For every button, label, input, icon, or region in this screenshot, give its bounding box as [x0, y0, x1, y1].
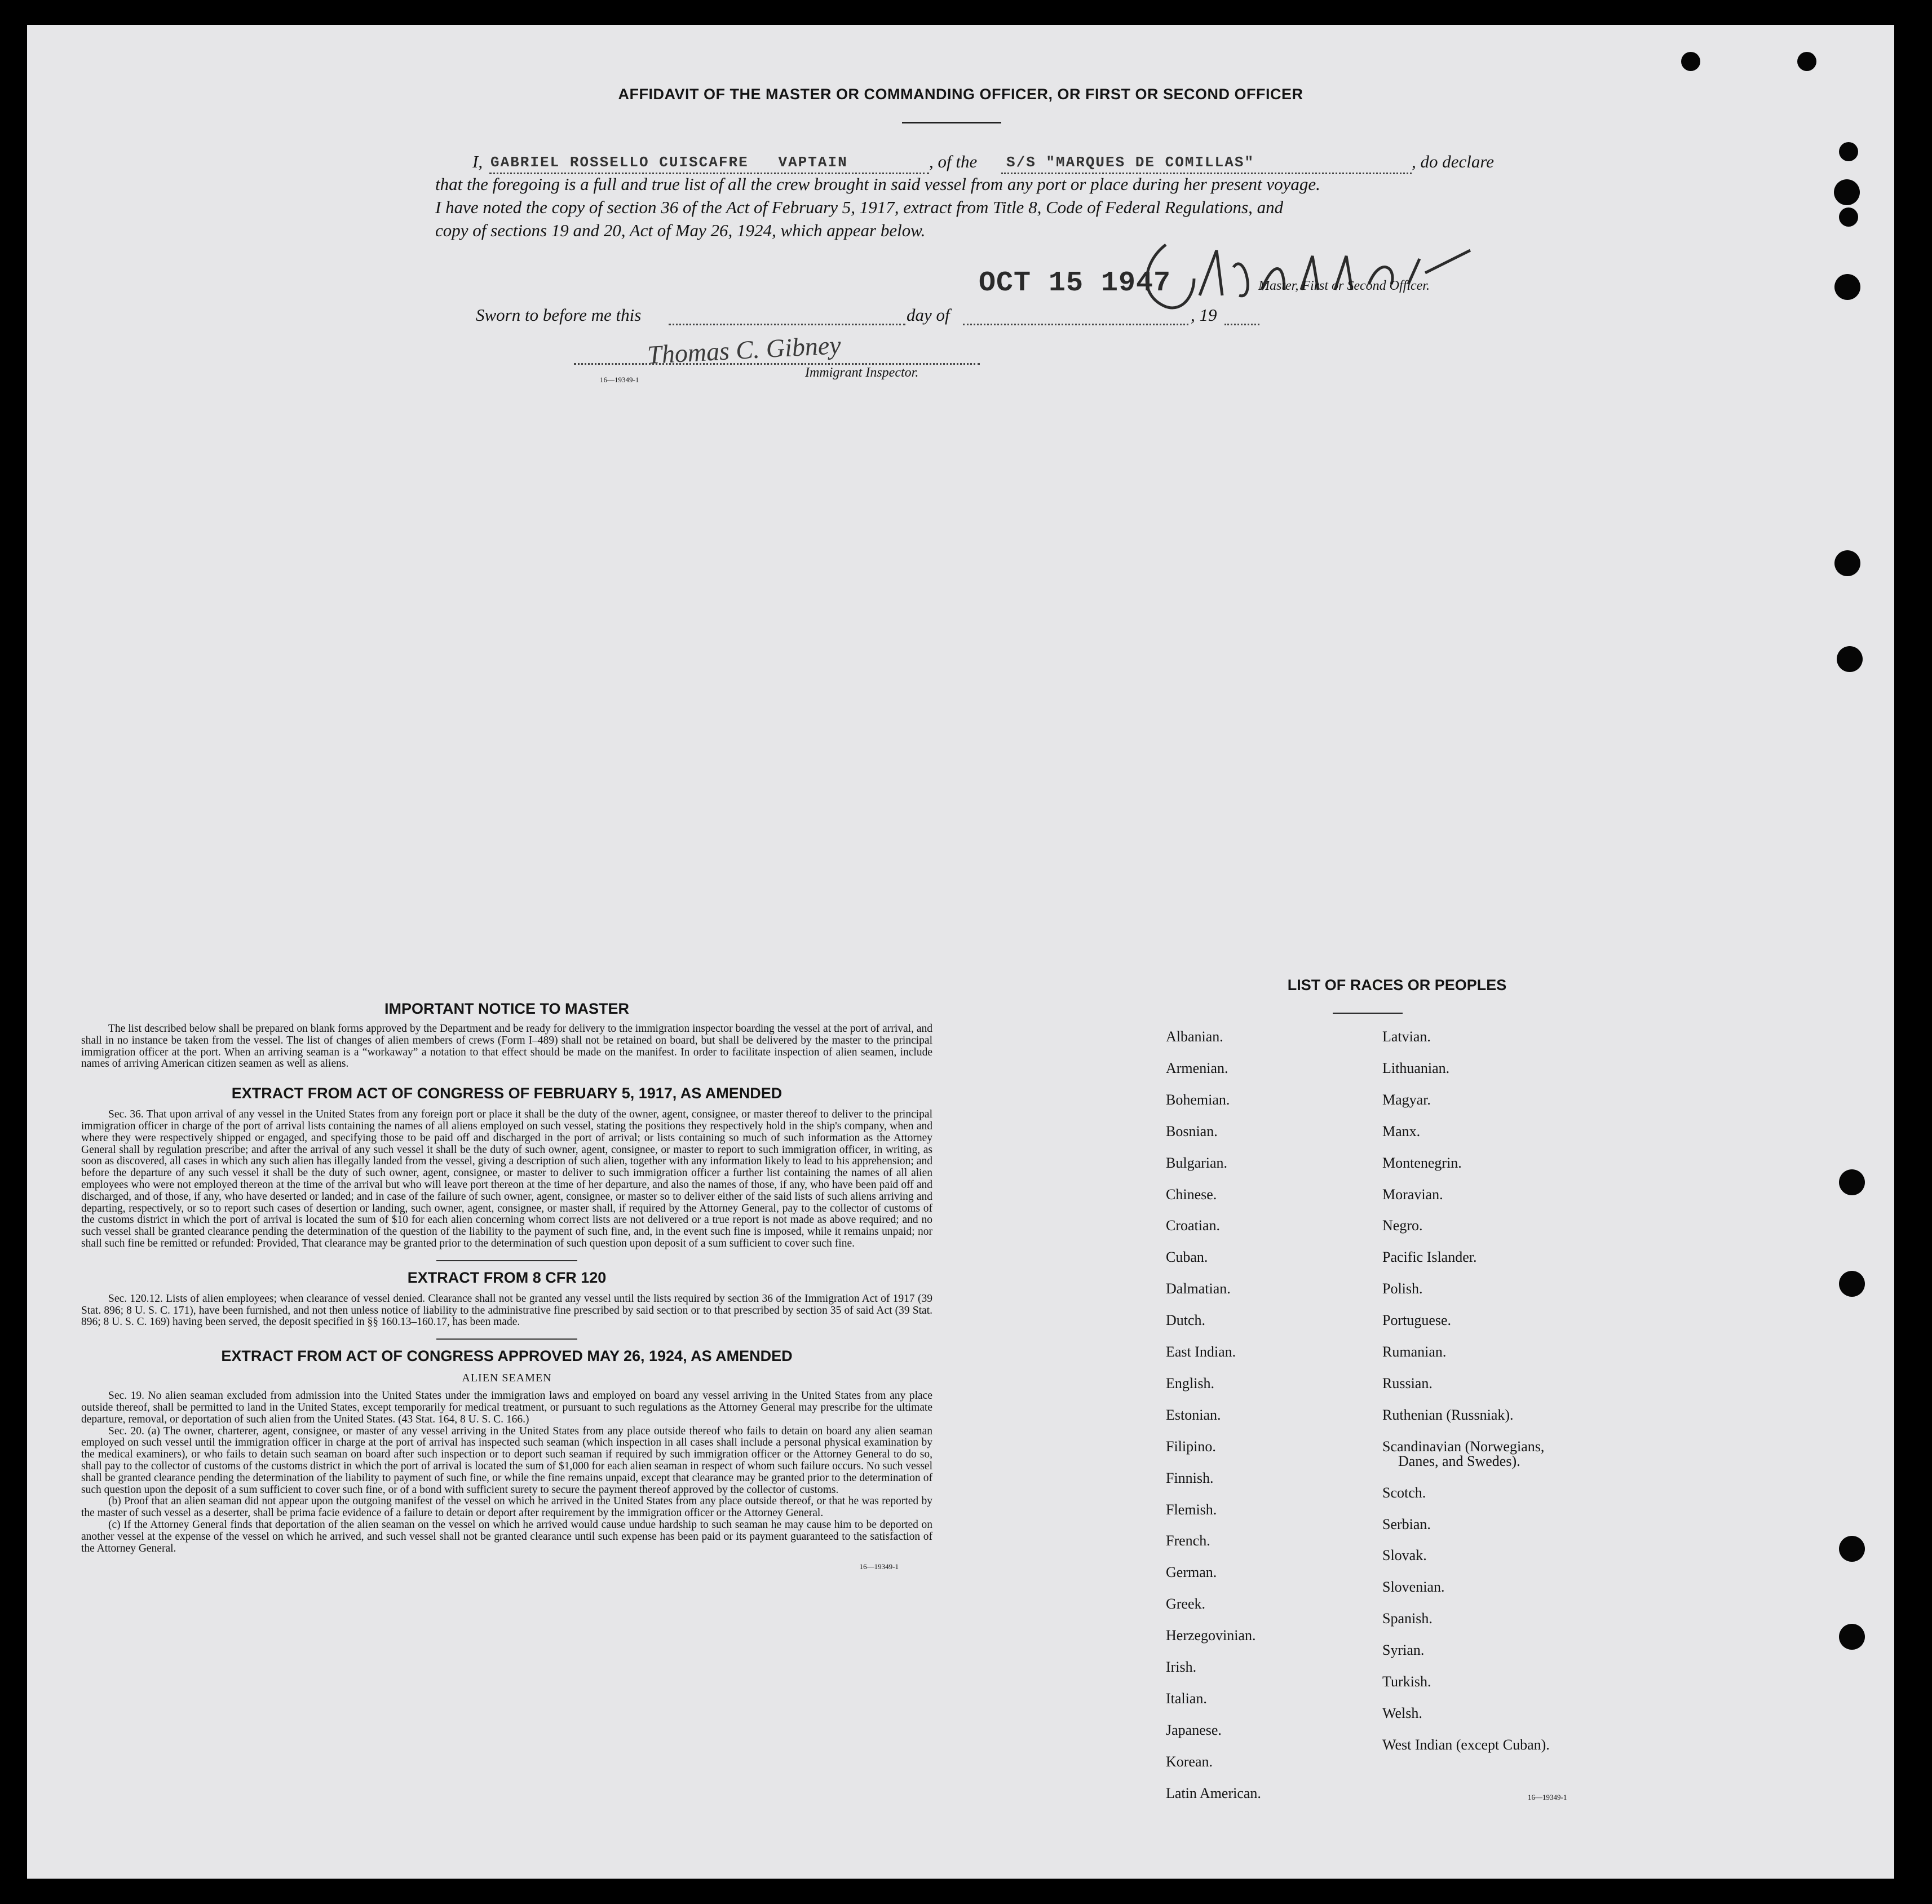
race-item: Chinese. [1166, 1186, 1217, 1203]
section-divider [436, 1338, 577, 1340]
race-item: Greek. [1166, 1596, 1206, 1613]
title-divider [902, 122, 1001, 123]
cfr-body [81, 1293, 932, 1328]
race-item: Italian. [1166, 1690, 1207, 1707]
affidavit-line-2: that the foregoing is a full and true list of all the crew brought in said vessel from any port or place during her present voyage. [435, 174, 1320, 194]
race-item: Korean. [1166, 1753, 1213, 1770]
race-item: Flemish. [1166, 1501, 1217, 1518]
sworn-day-line [669, 324, 905, 325]
race-item: Armenian. [1166, 1059, 1228, 1076]
sec20b-text: (b) Proof that an alien seaman did not appear upon the outgoing manifest of the vessel on which he arrived in the United States from any place outside thereof, or that he was reported by the master of such vessel as a deserter, shall be prima facie evidence of a failure to detain or deport after requirement by the immigration officer or the Attorney General. [81, 1495, 932, 1519]
punch-hole [1797, 52, 1816, 71]
race-item: Dutch. [1166, 1312, 1206, 1329]
affidavit-line-4: copy of sections 19 and 20, Act of May 26, 1924, which appear below. [435, 220, 926, 240]
race-item: Filipino. [1166, 1438, 1216, 1455]
master-name-typed: GABRIEL ROSSELLO CUISCAFRE VAPTAIN [490, 154, 848, 171]
race-item: Welsh. [1382, 1704, 1422, 1721]
cfr-text: Sec. 120.12. Lists of alien employees; when clearance of vessel denied. Clearance shall not be granted any vessel until the lists required by section 36 of the Immigration Act of 1917 (39 Stat. 896; 8 U. S. C. 171), have been furnished, and not then unless notice of liability to the administrative fine prescribed by said section or to that prescribed by section 35 of said Act (39 Stat. 896; 8 U. S. C. 169) having been served, the deposit specified in §§ 160.13–160.17, has been made. [81, 1292, 932, 1328]
sec20b-body [81, 1496, 932, 1519]
affidavit-form-number: 16—19349-1 [600, 376, 639, 384]
race-item: Magyar. [1382, 1091, 1431, 1108]
punch-hole [1839, 1169, 1865, 1195]
race-item: Pacific Islander. [1382, 1249, 1477, 1266]
notice-text: The list described below shall be prepared on blank forms approved by the Department and be ready for delivery to the immigration inspector boarding the vessel at the port of arrival, and shall in no instance be taken from the vessel. The list of changes of alien members of crews (Form I–489) shall not be retained on board, but shall be delivered by the master to the principal immigration officer at the port. When an arriving seaman is a “workaway” a notation to that effect should be made on the manifest. In order to facilitate inspection of alien seamen, include names of arriving American citizen seamen as well as aliens. [81, 1023, 932, 1070]
race-item: Cuban. [1166, 1249, 1208, 1266]
race-item: Croatian. [1166, 1217, 1221, 1234]
punch-hole [1839, 1536, 1865, 1562]
punch-hole [1839, 1624, 1865, 1650]
sec19-text: Sec. 19. No alien seaman excluded from admission into the United States under the immigration laws and employed on board any vessel arriving in the United States from any place outside thereof, shall be permitted to land in the United States, except temporarily for medical treatment, or pursuant to such regulations as the Attorney General may prescribe for the ultimate departure, removal, or deportation of such alien from the United States. (43 Stat. 164, 8 U. S. C. 166.) [81, 1390, 932, 1425]
race-item: Japanese. [1166, 1721, 1222, 1738]
races-form-number: 16—19349-1 [1528, 1793, 1567, 1801]
affidavit-line-3: I have noted the copy of section 36 of the Act of February 5, 1917, extract from Title 8, Code of Federal Regulations, and [435, 197, 1284, 217]
inspector-line [574, 363, 980, 365]
race-item: Polish. [1382, 1280, 1423, 1297]
extract-1924-subtitle: ALIEN SEAMEN [462, 1372, 552, 1385]
race-item: German. [1166, 1564, 1217, 1581]
inspector-label: Immigrant Inspector. [805, 365, 919, 380]
notice-title: IMPORTANT NOTICE TO MASTER [384, 1000, 629, 1017]
race-item: Bohemian. [1166, 1091, 1230, 1108]
of-the-label: , of the [929, 152, 978, 171]
race-item: Manx. [1382, 1123, 1421, 1139]
affidavit-title: AFFIDAVIT OF THE MASTER OR COMMANDING OFFICER, OR FIRST OR SECOND OFFICER [618, 86, 1303, 103]
sec20a-body [81, 1426, 932, 1496]
race-item: Dalmatian. [1166, 1280, 1231, 1297]
punch-hole [1837, 646, 1863, 672]
race-item: Slovak. [1382, 1547, 1427, 1564]
document-page [27, 25, 1894, 1879]
notices-column [81, 1000, 932, 1571]
race-item: Bulgarian. [1166, 1154, 1228, 1171]
race-item: Moravian. [1382, 1186, 1443, 1203]
extract-1917-body [81, 1109, 932, 1250]
punch-hole [1839, 1271, 1865, 1297]
race-item: Negro. [1382, 1217, 1423, 1234]
sworn-year-line [1224, 324, 1259, 325]
race-item: Latvian. [1382, 1028, 1431, 1045]
race-item: West Indian (except Cuban). [1382, 1736, 1550, 1753]
date-stamp: OCT 15 1947 [979, 267, 1171, 299]
punch-hole [1839, 142, 1858, 161]
sec20c-text: (c) If the Attorney General finds that deportation of the alien seaman on the vessel on which he arrived would cause undue hardship to such seaman he may cause him to be deported on another vessel at the expense of the vessel on which he arrived, and such vessel shall not be granted clearance until such expense has been paid or its payment guaranteed to the satisfaction of the Attorney General. [81, 1518, 932, 1554]
notice-body [81, 1023, 932, 1070]
extract-1924-title: EXTRACT FROM ACT OF CONGRESS APPROVED MAY 26, 1924, AS AMENDED [221, 1348, 793, 1365]
race-item: Herzegovinian. [1166, 1627, 1256, 1644]
race-item: Spanish. [1382, 1610, 1433, 1627]
race-item: Russian. [1382, 1375, 1433, 1391]
punch-hole [1834, 274, 1860, 300]
race-item: Irish. [1166, 1659, 1197, 1675]
race-item: French. [1166, 1532, 1210, 1549]
sec20a-text: Sec. 20. (a) The owner, charterer, agent, consignee, or master of any vessel arriving in the United States from any place outside thereof who fails to detain on board any alien seaman employed on such vessel until the immigration officer in charge at the port of arrival has inspected such seaman (which inspection in all cases shall include a personal physical examination by the medical examiners), or who fails to detain such seaman on board after such inspection or to deport such seaman if required by such immigration officer or the Attorney General to do so, shall pay to the collector of customs of the customs district in which the port of arrival is located the sum of $1,000 for each alien seaman in respect of whom such failure occurs. No such vessel shall be granted clearance pending the determination of the liability to payment of such fine, or while the fine remains unpaid, except that clearance may be granted prior to the determination of such question upon the deposit of a sum sufficient to cover such fine, or of a bond with sufficient surety to secure the payment thereof approved by the collector of customs. [81, 1425, 932, 1496]
punch-hole [1681, 52, 1700, 71]
race-item: Slovenian. [1382, 1579, 1445, 1596]
race-item: English. [1166, 1375, 1214, 1391]
affidavit-i: I, [472, 152, 483, 171]
section-divider [436, 1260, 577, 1261]
do-declare-label: , do declare [1412, 152, 1495, 171]
sec20c-body [81, 1519, 932, 1554]
year-prefix: , 19 [1191, 305, 1217, 325]
race-item: Turkish. [1382, 1673, 1431, 1690]
day-of-label: day of [907, 305, 950, 325]
race-item: Ruthenian (Russniak). [1382, 1406, 1514, 1423]
race-item: Bosnian. [1166, 1123, 1218, 1139]
race-item: Rumanian. [1382, 1344, 1447, 1360]
race-item: Lithuanian. [1382, 1059, 1450, 1076]
vessel-name-typed: S/S "MARQUES DE COMILLAS" [1006, 154, 1255, 171]
master-label: Master, First or Second Officer. [1258, 279, 1430, 293]
races-divider [1333, 1013, 1403, 1014]
race-item: East Indian. [1166, 1344, 1236, 1360]
inspector-signature: Thomas C. Gibney [646, 330, 842, 369]
races-title: LIST OF RACES OR PEOPLES [1287, 977, 1507, 993]
race-item: Serbian. [1382, 1516, 1431, 1532]
race-item: Danes, and Swedes). [1398, 1452, 1520, 1469]
punch-hole [1839, 207, 1858, 227]
extract-1917-text: Sec. 36. That upon arrival of any vessel in the United States from any foreign port or place it shall be the duty of the owner, agent, consignee, or master thereof to deliver to the principal immigration officer in charge of the port of arrival lists containing the names of all aliens employed on such vessel, stating the positions they respectively hold in the ship's company, when and where they were respectively shipped or engaged, and specifying those to be paid off and discharged in the port of arrival; or lists containing so much of such information as the Attorney General shall by regulation prescribe; and after the arrival of any such vessel it shall be the duty of such owner, agent, consignee, or master to report to such immigration officer, in writing, as soon as discovered, all cases in which any such alien has illegally landed from the vessel, giving a description of such alien, together with any information likely to lead to his apprehension; and before the departure of any such vessel it shall be the duty of such owner, agent, consignee, or master to deliver to such immigration officer a further list containing the names of all alien employees who were not employed thereon at the time of the arrival but who will leave port thereon at the time of her departure, and also the names of those, if any, who have been paid off and discharged, and of those, if any, who have deserted or landed; and in case of the failure of such owner, agent, consignee, or master so to deliver either of the said lists of such aliens arriving and departing, respectively, or so to report such cases of desertion or landing, such owner, agent, consignee, or master shall, if required by the Attorney General, pay to the collector of customs of the customs district in which the port of arrival is located the sum of $10 for each alien concerning whom correct lists are not delivered or a true report is not made as above required; and no such vessel shall be granted clearance pending the determination of the question of the liability to the payment of such fine, and, in the event such fine is imposed, while it remains unpaid; nor shall such fine be remitted or refunded: Provided, That clearance may be granted prior to the determination of such question upon deposit of a sum sufficient to cover such fine. [81, 1108, 932, 1249]
punch-hole [1834, 179, 1860, 205]
cfr-title: EXTRACT FROM 8 CFR 120 [407, 1269, 607, 1286]
race-item: Estonian. [1166, 1406, 1221, 1423]
race-item: Albanian. [1166, 1028, 1223, 1045]
race-item: Portuguese. [1382, 1312, 1452, 1329]
sworn-month-line [963, 324, 1188, 325]
race-item: Finnish. [1166, 1469, 1214, 1486]
punch-hole [1834, 550, 1860, 576]
race-item: Latin American. [1166, 1784, 1261, 1801]
extract-form-number: 16—19349-1 [859, 1562, 899, 1571]
race-item: Scandinavian (Norwegians, [1382, 1438, 1545, 1455]
race-item: Montenegrin. [1382, 1154, 1462, 1171]
sec19-body [81, 1390, 932, 1425]
race-item: Syrian. [1382, 1642, 1425, 1659]
extract-1917-title: EXTRACT FROM ACT OF CONGRESS OF FEBRUARY 5, 1917, AS AMENDED [231, 1085, 782, 1102]
race-item: Scotch. [1382, 1484, 1426, 1501]
sworn-label: Sworn to before me this [476, 305, 642, 325]
